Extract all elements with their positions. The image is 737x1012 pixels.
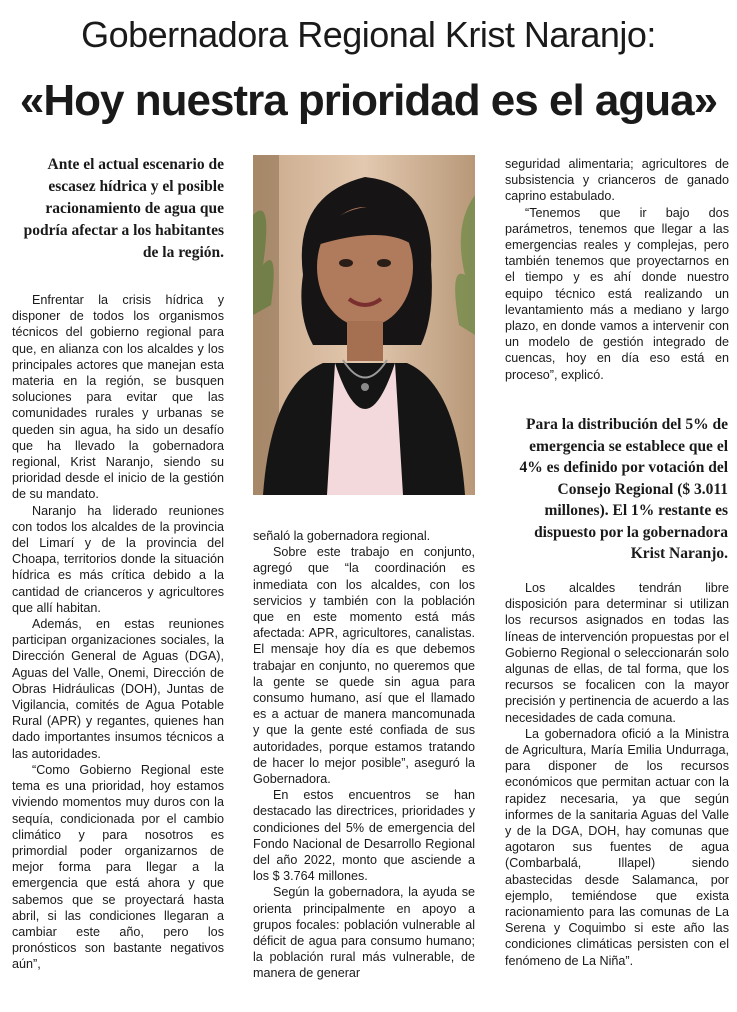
article-paragraph: señaló la gobernadora regional. — [253, 529, 431, 543]
article-paragraph: Naranjo ha liderado reuniones con todos los alcaldes de la provincia del Limarí y de la provincia del Choapa, territorios donde la situación hídrica es más crítica debido a la cantidad de crianceros y agricultores que allí habitan. — [12, 503, 224, 615]
article-paragraph: En estos encuentros se han destacado las directrices, prioridades y condiciones del 5% de emergencia del Fondo Nacional de Desarrollo Regional del año 2022, monto que asciende a los $ 3.764 millones. — [253, 788, 475, 884]
article-column-2 — [253, 528, 475, 982]
pull-quote: Para la distribución del 5% de emergencia se establece que el 4% es definido por votación del Consejo Regional ($ 3.011 millones). El 1% restante es dispuesto por la gobernadora Krist Naranjo. — [519, 416, 728, 562]
headline-line-2: «Hoy nuestra prioridad es el agua» — [19, 76, 718, 125]
article-paragraph: seguridad alimentaria; agricultores de subsistencia y crianceros de ganado caprino estabulado. — [505, 157, 729, 204]
article-paragraph: Los alcaldes tendrán libre disposición para determinar si utilizan los recursos asignados en todas las líneas de intervención propuestas por el Gobierno Regional o seleccionarán solo algunas de ellas, de tal forma, que los recursos se focalicen con la mayor precisión y pertinencia de acuerdo a las necesidades de cada comuna. — [505, 581, 729, 725]
portrait-photo — [253, 155, 475, 495]
article-column-3 — [505, 156, 729, 383]
article-paragraph: “Tenemos que ir bajo dos parámetros, tenemos que llegar a las emergencias reales y complejas, pero también tenemos que proyectarnos en el tiempo y es ahí donde nuestro equipo técnico está realizando un levantamiento más a mediano y largo plazo, en donde vamos a intervenir con un modelo de gestión integrado de cuencas, hoy en día eso está en proceso”, explicó. — [505, 205, 729, 382]
article-paragraph: “Como Gobierno Regional este tema es una prioridad, hoy estamos viviendo momentos muy duros con la sequía, condicionada por el cambio climático y para nosotros es primordial poder organizarnos de mejor forma para llegar a la emergencia que está ahora y que sabemos que se proyectará hasta abril, si las condiciones llegaran a cambiar este año, pero los pronósticos son bastante negativos aún”, — [12, 762, 224, 972]
portrait-photo-icon — [253, 155, 475, 495]
lead-paragraph: Ante el actual escenario de escasez hídrica y el posible racionamiento de agua que podría afectar a los habitantes de la región. — [23, 156, 224, 261]
article-column-4 — [505, 580, 729, 969]
article-column-1 — [12, 292, 224, 973]
article-paragraph: Según la gobernadora, la ayuda se orienta principalmente en apoyo a grupos focales: población vulnerable al déficit de agua para consumo humano; la población rural más vulnerable, de manera de generar — [253, 885, 475, 981]
article-paragraph: Sobre este trabajo en conjunto, agregó que “la coordinación es inmediata con los alcaldes, con los servicios y también con la población que en este momento está más afectada: APR, agricultores, canalistas. El mensaje hoy día es que debemos trabajar en conjunto, no queremos que la gente se quede sin agua para consumo humano, así que el llamado es a actuar de manera mancomunada y que la gente esté confiada de sus autoridades, porque estamos tratando de hacer lo mejor posible”, aseguró la Gobernadora. — [253, 545, 475, 787]
article-paragraph: Además, en estas reuniones participan organizaciones sociales, la Dirección General de Aguas (DGA), Aguas del Valle, Onemi, Dirección de Obras Hidráulicas (DOH), Juntas de Vigilancia, comités de Agua Potable Rural (APR) y regantes, quienes han dado importantes insumos técnicos a las autoridades. — [12, 617, 224, 761]
article-paragraph: La gobernadora ofició a la Ministra de Agricultura, María Emilia Undurraga, para disponer de los recursos económicos que permitan actuar con la rapidez necesaria, ya que según informes de la sanitaria Aguas del Valle y de la DGA, DOH, hay comunas que agotaron sus fuentes de agua (Combarbalá, Illapel) siendo abastecidas desde Salamanca, por ejemplo, temiéndose que exista racionamiento para las comunas de La Serena y Coquimbo si este año las condiciones climáticas persisten con el fenómeno de La Niña”. — [505, 726, 729, 968]
headline-line-1: Gobernadora Regional Krist Naranjo: — [81, 14, 656, 55]
article-paragraph: Enfrentar la crisis hídrica y disponer de todos los organismos técnicos del gobierno regional para que, en alianza con los alcaldes y los principales actores que manejan esta materia en la región, se busquen soluciones para evitar que las comunidades rurales y urbanas se queden sin agua, ha sido un desafío que ha llevado la gobernadora regional, Krist Naranjo, siendo su prioridad desde el inicio de la gestión de su mandato. — [12, 293, 224, 502]
